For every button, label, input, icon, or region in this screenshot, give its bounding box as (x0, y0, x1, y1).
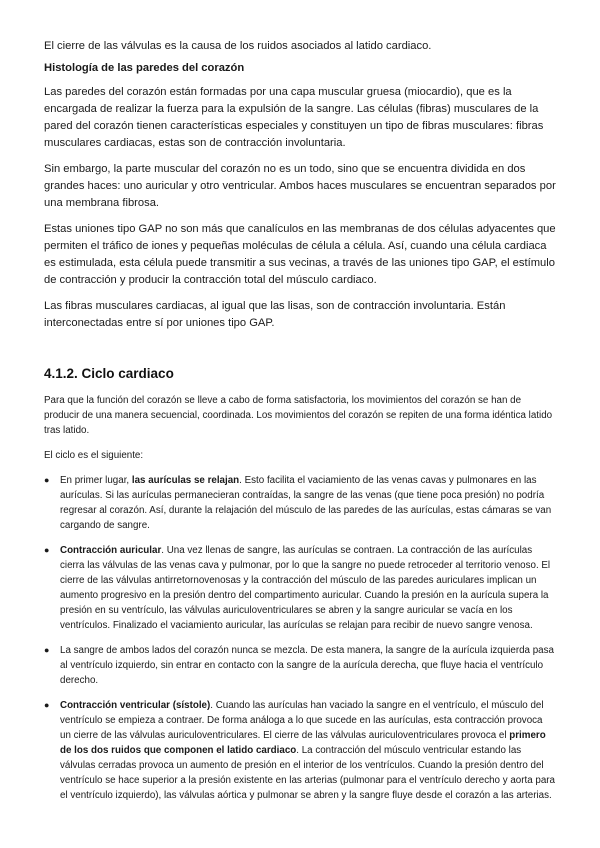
list-item-bold: Contracción auricular (60, 545, 162, 556)
list-item (44, 543, 556, 633)
list-item-text-post2: . La contracción del músculo ventricular estando las válvulas cerradas provoca un aumento de presión en el interior de los ventrículos. Cuando la presión dentro del ventrículo se hace superior a la presión existente en las arterias (pulmonar para el ventrículo derecho y aorta para el ventrículo izquierdo), las válvulas aórtica y pulmonar se abren y la sangre fluye desde el corazón a las arterias. (60, 745, 556, 801)
list-item-text-post: . Esto facilita el vaciamiento de las venas cavas y pulmonares en las aurículas. Si las aurículas permanecieran contraídas, la sangre de las venas (que tiene poca presión) no podría regresar al corazón. Así, durante la relajación del músculo de las paredes de las aurículas, estas cámaras se van cargando de sangre. (60, 475, 552, 531)
bullet-icon: ● (44, 700, 50, 710)
histology-paragraph-1: Las paredes del corazón están formadas por una capa muscular gruesa (miocardio), que es la encargada de realizar la fuerza para la expulsión de la sangre. Las células (fibras) musculares de la pared del corazón tienen características especiales y constituyen un tipo de fibras musculares: fibras musculares cardiacas, estas son de contracción involuntaria. (44, 86, 544, 149)
bullet-icon: ● (44, 475, 50, 485)
histology-paragraph-3: Estas uniones tipo GAP no son más que canalículos en las membranas de dos células adyacentes que permiten el tráfico de iones y pequeñas moléculas de célula a célula. Así, cuando una célula cardiaca es estimulada, esta célula puede transmitir a sus vecinas, a través de las uniones tipo GAP, el estímulo de contracción y producir la contracción total del músculo cardiaco. (44, 223, 556, 286)
bullet-icon: ● (44, 645, 50, 655)
list-item (44, 643, 556, 688)
document-page (44, 38, 556, 813)
section-heading-cardiac-cycle: 4.1.2. Ciclo cardiaco (44, 366, 174, 381)
section-intro: Para que la función del corazón se lleve a cabo de forma satisfactoria, los movimientos del corazón se han de producir de una manera secuencial, coordinada. Los movimientos del corazón se repiten de una forma idéntica latido tras latido. (44, 395, 553, 436)
list-item-text-post: . Cuando las aurículas han vaciado la sangre en el ventrículo, el músculo del ventrículo se empieza a contraer. De forma análoga a lo que sucede en las aurículas, esta contracción provoca un cierre de las válvulas auriculoventriculares. El cierre de las válvulas auriculoventriculares provoca el (60, 700, 544, 741)
histology-paragraph-4: Las fibras musculares cardiacas, al igual que las lisas, son de contracción involuntaria. Están interconectadas entre sí por uniones tipo GAP. (44, 300, 506, 329)
list-item-bold-inline: primero de los dos ruidos que componen el latido cardiaco (60, 730, 546, 756)
histology-heading: Histología de las paredes del corazón (44, 62, 245, 74)
cycle-list (44, 473, 556, 803)
valve-closure-paragraph: El cierre de las válvulas es la causa de los ruidos asociados al latido cardiaco. (44, 40, 432, 52)
cycle-lead: El ciclo es el siguiente: (44, 450, 144, 461)
list-item (44, 698, 556, 803)
list-item-text-pre: En primer lugar, (60, 475, 132, 486)
list-item-bold: Contracción ventricular (sístole) (60, 700, 211, 711)
list-item-text-post: . Una vez llenas de sangre, las aurículas se contraen. La contracción de las aurículas cierra las válvulas de las venas cava y pulmonar, por lo que la sangre no puede retroceder al territorio venoso. El cierre de las válvulas antirretornovenosas y la contracción del músculo de las paredes auriculares implican un aumento progresivo en la presión dentro del compartimento auricular. Cuando la presión en la aurícula supera la presión en su ventrículo, las válvulas auriculoventriculares se abren y la sangre auricular se vacía en los ventrículos. Finalizado el vaciamiento auricular, las aurículas se relajan para recibir de nuevo sangre venosa. (60, 545, 551, 631)
list-item (44, 473, 556, 533)
list-item-bold: las aurículas se relajan (131, 475, 240, 486)
bullet-icon: ● (44, 545, 50, 555)
histology-paragraph-2: Sin embargo, la parte muscular del corazón no es un todo, sino que se encuentra dividida en dos grandes haces: uno auricular y otro ventricular. Ambos haces musculares se encuentran separados por una membrana fibrosa. (44, 163, 556, 209)
list-item-text-pre: La sangre de ambos lados del corazón nunca se mezcla. De esta manera, la sangre de la aurícula izquierda pasa al ventrículo izquierdo, sin entrar en contacto con la sangre de la aurícula derecha, que fluye hacia el ventrículo derecho. (60, 645, 554, 686)
